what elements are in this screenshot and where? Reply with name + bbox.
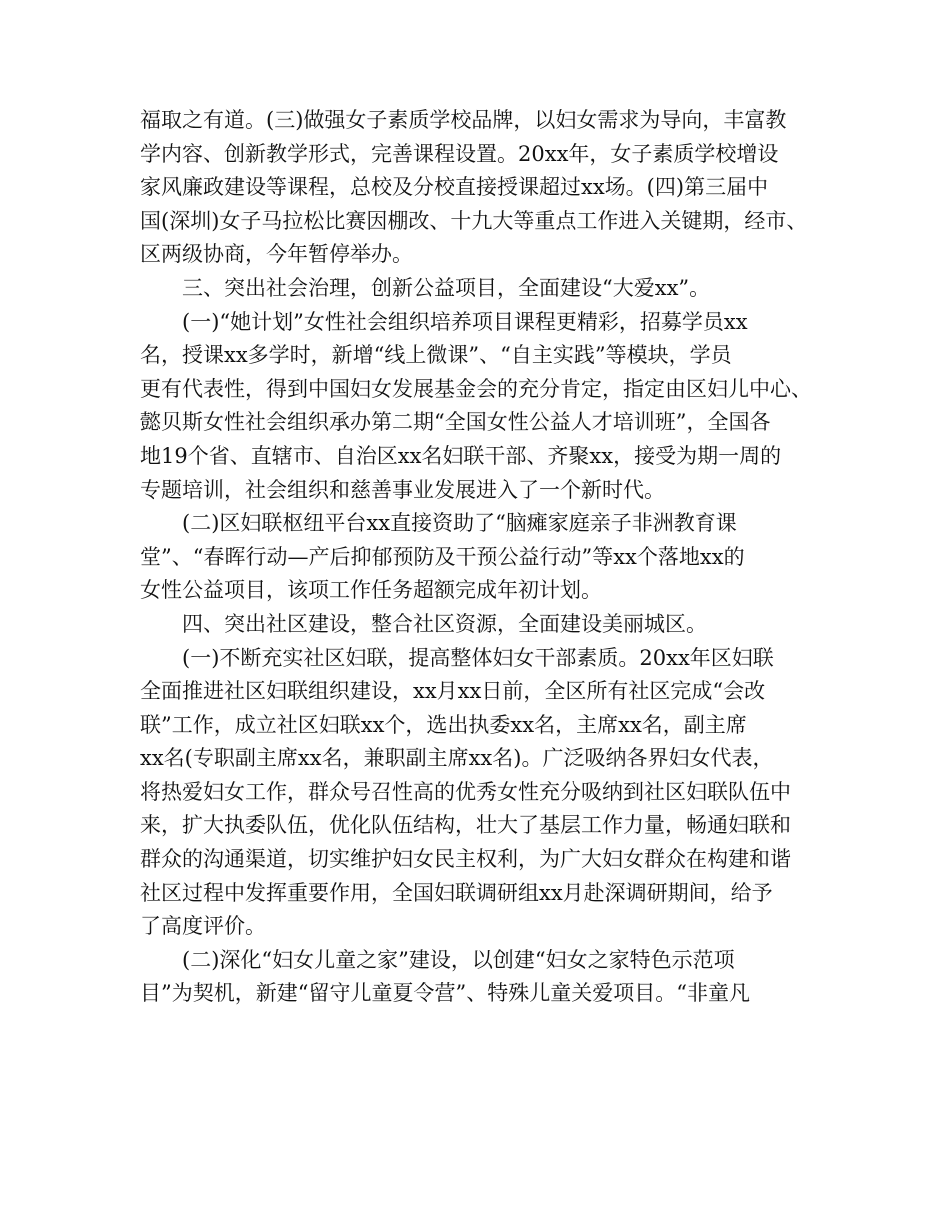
text-line: 女性公益项目，该项工作任务超额完成年初计划。: [140, 578, 602, 603]
text-line: 福取之有道。(三)做强女子素质学校品牌，以妇女需求为导向，丰富教: [140, 108, 787, 132]
text-line: (一)不断充实社区妇联，提高整体妇女干部素质。20xx年区妇联: [182, 645, 774, 670]
text-line: 懿贝斯女性社会组织承办第二期“全国女性公益人才培训班”，全国各: [140, 410, 771, 435]
text-line: xx名(专职副主席xx名，兼职副主席xx名)。广泛吸纳各界妇女代表，: [140, 746, 774, 771]
text-line: 将热爱妇女工作，群众号召性高的优秀女性充分吸纳到社区妇联队伍中: [140, 779, 791, 804]
text-line: (一)“她计划”女性社会组织培养项目课程更精彩，招募学员xx: [182, 309, 748, 334]
text-line: 联”工作，成立社区妇联xx个，选出执委xx名，主席xx名，副主席: [140, 712, 747, 737]
text-line: 群众的沟通渠道，切实维护妇女民主权利，为广大妇女群众在构建和谐: [140, 847, 791, 872]
text-line: 家风廉政建设等课程，总校及分校直接授课超过xx场。(四)第三届中: [140, 175, 769, 200]
text-line: (二)区妇联枢纽平台xx直接资助了“脑瘫家庭亲子非洲教育课: [182, 511, 737, 536]
text-line: 更有代表性，得到中国妇女发展基金会的充分肯定，指定由区妇儿中心、: [140, 376, 812, 401]
text-line: 三、突出社会治理，创新公益项目，全面建设“大爱xx”。: [182, 275, 711, 300]
text-line: 社区过程中发挥重要作用，全国妇联调研组xx月赴深调研期间，给予: [140, 880, 773, 905]
text-line: 堂”、“春晖行动—产后抑郁预防及干预公益行动”等xx个落地xx的: [140, 544, 745, 569]
document-body: [140, 104, 820, 1011]
text-line: 名，授课xx多学时，新增“线上微课”、“自主实践”等模块，学员: [140, 343, 732, 368]
text-line: 了高度评价。: [140, 914, 266, 939]
text-line: 区两级协商，今年暂停举办。: [140, 242, 413, 267]
text-line: 专题培训，社会组织和慈善事业发展进入了一个新时代。: [140, 477, 665, 502]
text-line: 地19个省、直辖市、自治区xx名妇联干部、齐聚xx，接受为期一周的: [140, 443, 782, 468]
text-line: 学内容、创新教学形式，完善课程设置。20xx年，女子素质学校增设: [140, 141, 779, 166]
text-line: 目”为契机，新建“留守儿童夏令营”、特殊儿童关爱项目。“非童凡: [140, 981, 750, 1006]
text-line: 四、突出社区建设，整合社区资源，全面建设美丽城区。: [182, 611, 707, 636]
text-line: 来，扩大执委队伍，优化队伍结构，壮大了基层工作力量，畅通妇联和: [140, 813, 791, 838]
text-line: 国(深圳)女子马拉松比赛因棚改、十九大等重点工作进入关键期，经市、: [140, 208, 808, 233]
text-line: 全面推进社区妇联组织建设，xx月xx日前，全区所有社区完成“会改: [140, 679, 766, 704]
text-line: (二)深化“妇女儿童之家”建设，以创建“妇女之家特色示范项: [182, 947, 735, 972]
